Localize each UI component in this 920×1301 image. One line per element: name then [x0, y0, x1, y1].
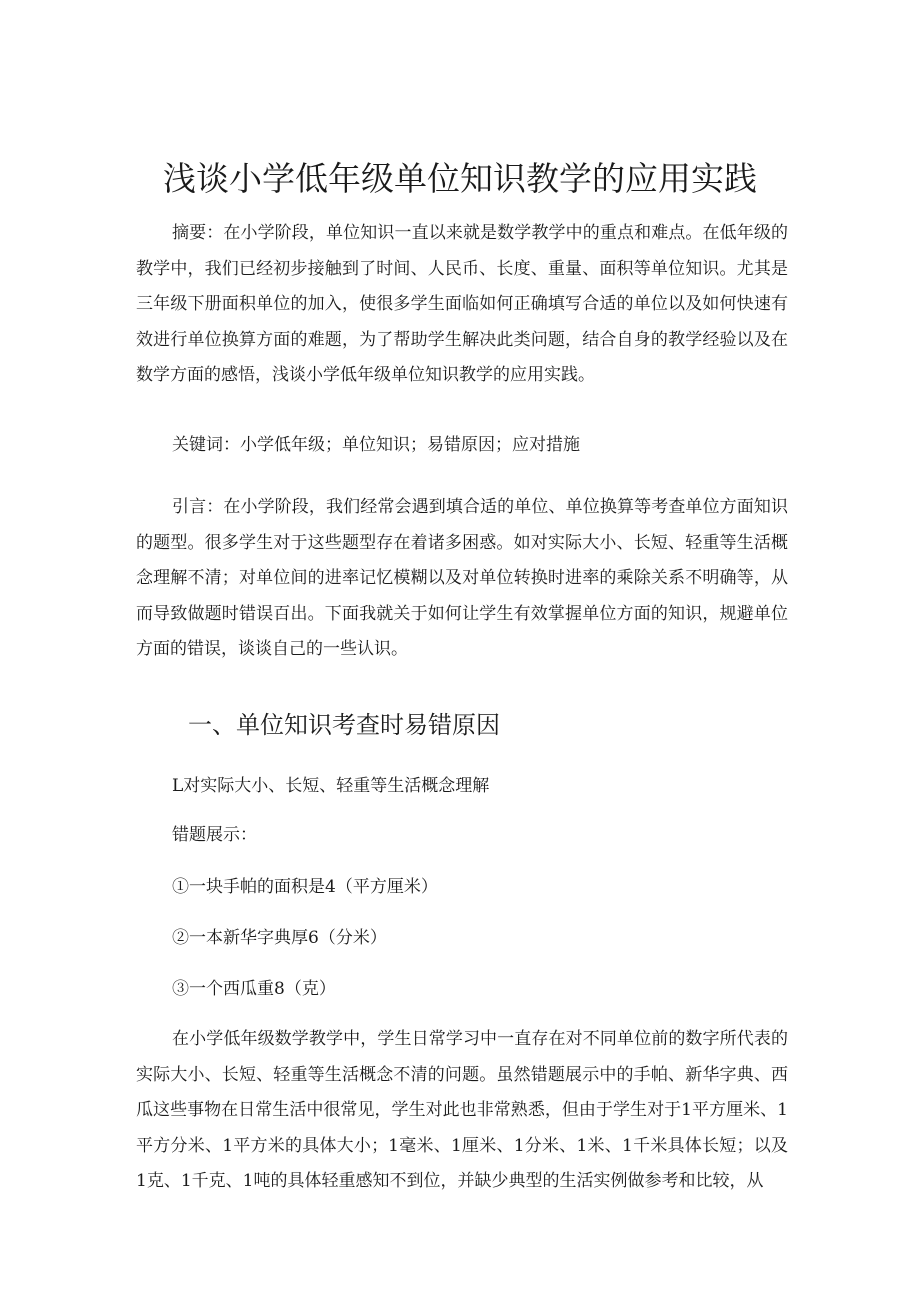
section-heading: 一、单位知识考查时易错原因 [188, 711, 500, 739]
body-paragraph: 在小学低年级数学教学中，学生日常学习中一直存在对不同单位前的数字所代表的实际大小、长短、轻重等生活概念不清的问题。虽然错题展示中的手帕、新华字典、西瓜这些事物在日常生活中很常见，学生对此也非常熟悉，但由于学生对于1平方厘米、1平方分米、1平方米的具体大小；1毫米、1厘米、1分米、1米、1千米具体长短；以及1克、1千克、1吨的具体轻重感知不到位，并缺少典型的生活实例做参考和比较，从 [136, 1029, 788, 1191]
abstract-paragraph: 摘要：在小学阶段，单位知识一直以来就是数学教学中的重点和难点。在低年级的教学中，我们已经初步接触到了时间、人民币、长度、重量、面积等单位知识。尤其是三年级下册面积单位的加入，使很多学生面临如何正确填写合适的单位以及如何快速有效进行单位换算方面的难题，为了帮助学生解决此类问题，结合自身的教学经验以及在数学方面的感悟，浅谈小学低年级单位知识教学的应用实践。 [136, 223, 788, 385]
keywords-line: 关键词：小学低年级；单位知识；易错原因；应对措施 [172, 435, 580, 455]
subsection-heading: L对实际大小、长短、轻重等生活概念理解 [172, 776, 490, 796]
document-title: 浅谈小学低年级单位知识教学的应用实践 [163, 159, 757, 199]
example-item: ①一块手帕的面积是4（平方厘米） [172, 877, 438, 897]
example-item: ②一本新华字典厚6（分米） [172, 928, 387, 948]
introduction-paragraph: 引言：在小学阶段，我们经常会遇到填合适的单位、单位换算等考查单位方面知识的题型。很多学生对于这些题型存在着诸多困惑。如对实际大小、长短、轻重等生活概念理解不清；对单位间的进率记忆模糊以及对单位转换时进率的乘除关系不明确等，从而导致做题时错误百出。下面我就关于如何让学生有效掌握单位方面的知识，规避单位方面的错误，谈谈自己的一些认识。 [136, 497, 788, 659]
example-item: ③一个西瓜重8（克） [172, 979, 336, 999]
error-display-label: 错题展示： [172, 825, 257, 845]
